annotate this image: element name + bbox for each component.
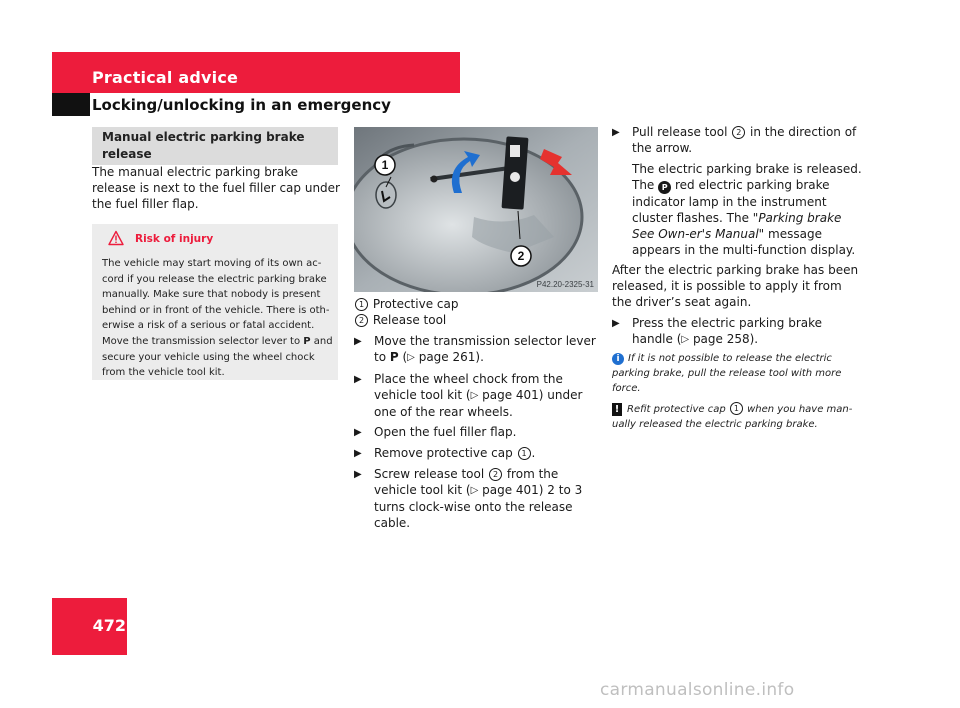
info-note: i If it is not possible to release the electric parking brake, pull the release tool with more force. bbox=[612, 353, 842, 394]
page-reference-icon: ▷ bbox=[681, 334, 690, 345]
legend-text: Protective cap bbox=[372, 297, 459, 311]
legend-item bbox=[354, 312, 600, 328]
step-arrow-icon: ▶ bbox=[612, 318, 620, 329]
step-arrow-icon: ▶ bbox=[354, 427, 362, 438]
intro-paragraph: The manual electric parking brake release is next to the fuel filler cap under the fuel filler flap. bbox=[92, 165, 340, 211]
photo-callout-1: 1 bbox=[381, 158, 389, 172]
step-arrow-icon: ▶ bbox=[612, 127, 620, 138]
photo-callout-2: 2 bbox=[517, 249, 525, 263]
photo-code: P42.20-2325-31 bbox=[536, 280, 594, 289]
page-number: 472 bbox=[92, 616, 126, 635]
step-arrow-icon: ▶ bbox=[354, 448, 362, 459]
callout-number: 2 bbox=[355, 314, 368, 327]
warning-triangle-icon bbox=[108, 230, 124, 246]
exclamation-icon: ! bbox=[612, 403, 622, 416]
warning-title: Risk of injury bbox=[135, 233, 214, 245]
subsection-title: Locking/unlocking in an emergency bbox=[92, 96, 391, 114]
after-release-text: After the electric parking brake has been released, it is possible to apply it from the driver’s seat again. bbox=[612, 263, 859, 309]
step-arrow-icon: ▶ bbox=[354, 469, 362, 480]
section-title: Practical advice bbox=[92, 68, 239, 87]
page-reference-icon: ▷ bbox=[470, 485, 479, 496]
callout-number: 2 bbox=[489, 468, 502, 481]
section-heading: Manual electric parking brake release bbox=[102, 130, 305, 161]
page-reference-icon: ▷ bbox=[470, 390, 479, 401]
parking-brake-lamp-icon: P bbox=[658, 181, 671, 194]
callout-number: 2 bbox=[732, 126, 745, 139]
callout-number: 1 bbox=[730, 402, 743, 415]
step-arrow-icon: ▶ bbox=[354, 336, 362, 347]
callout-number: 1 bbox=[355, 298, 368, 311]
page-reference-icon: ▷ bbox=[407, 352, 415, 363]
callout-number: 1 bbox=[518, 447, 531, 460]
legend-text: Release tool bbox=[372, 313, 447, 327]
step-arrow-icon: ▶ bbox=[354, 374, 362, 385]
fuel-flap-photo bbox=[354, 127, 598, 292]
caution-note: ! Refit protective cap 1 when you have man-ually released the electric parking brake. bbox=[612, 404, 853, 430]
release-result-text: The electric parking brake is released. The P red electric parking brake indicator lamp in the instrument cluster flashes. The "Parking brake See Own-er's Manual" message appears in the multi-function display. bbox=[632, 162, 862, 257]
header-black-tab bbox=[52, 93, 90, 116]
info-icon: i bbox=[612, 353, 624, 365]
warning-text: The vehicle may start moving of its own ac-cord if you release the electric parking brake manually. Make sure that nobody is present behind or in front of the vehicle. There is oth-erwise a risk of a serious or fatal accident. Move the transmission selector lever to P and secure your vehicle using the wheel chock from the vehicle tool kit. bbox=[102, 258, 333, 379]
legend-item bbox=[354, 296, 600, 312]
watermark: carmanualsonline.info bbox=[600, 680, 795, 700]
